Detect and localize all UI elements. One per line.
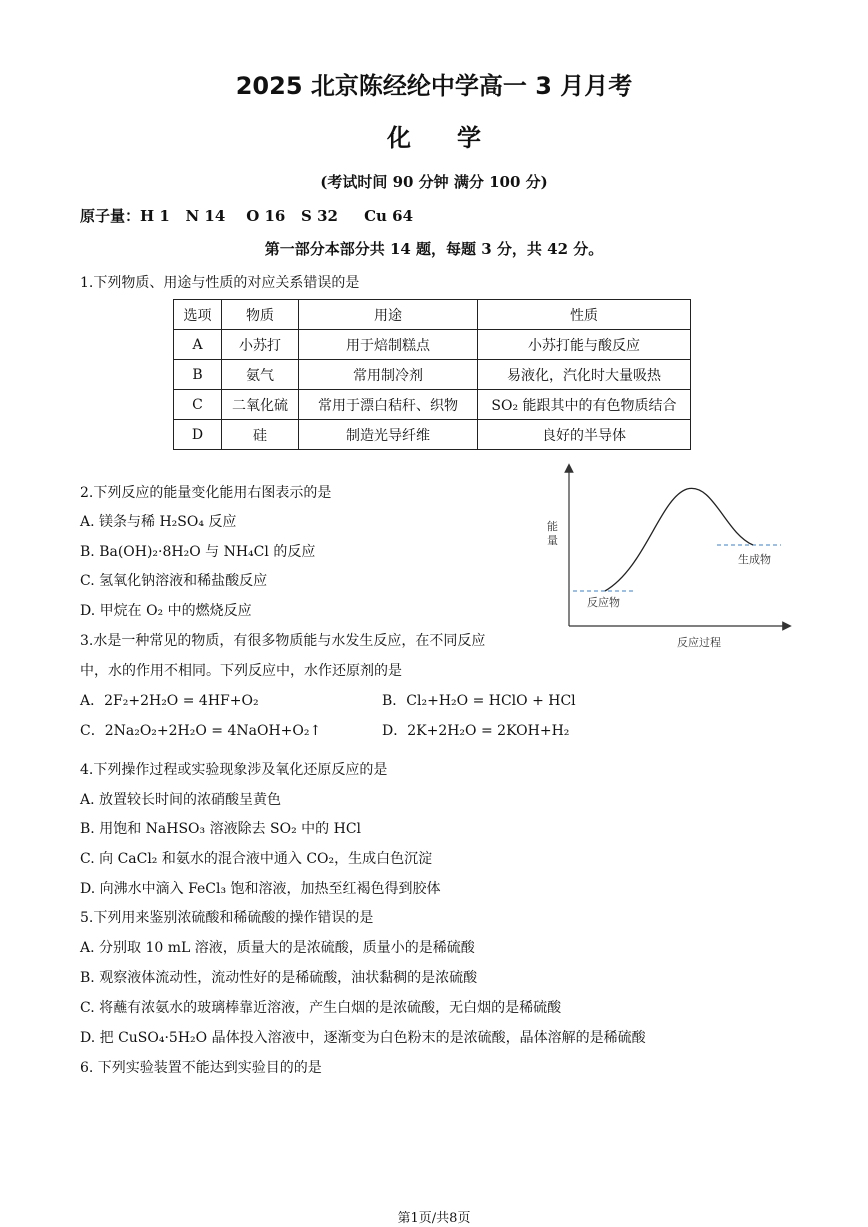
q2-option-b: B. Ba(OH)₂·8H₂O 与 NH₄Cl 的反应 <box>80 544 316 560</box>
table-cell: 小苏打 <box>222 330 299 360</box>
q4-option-a: A. 放置较长时间的浓硝酸呈黄色 <box>80 792 282 808</box>
table-header-cell: 选项 <box>174 300 222 330</box>
q5-stem: 5.下列用来鉴别浓硫酸和稀硫酸的操作错误的是 <box>80 910 374 926</box>
q2-stem: 2.下列反应的能量变化能用右图表示的是 <box>80 485 332 501</box>
q4-stem: 4.下列操作过程或实验现象涉及氧化还原反应的是 <box>80 762 388 778</box>
q3-stem-line-1: 3.水是一种常见的物质，有很多物质能与水发生反应，在不同反应 <box>80 633 486 649</box>
q3-option-d: D．2K+2H₂O = 2KOH+H₂ <box>382 723 570 739</box>
table-row <box>174 330 691 360</box>
q4-option-b: B. 用饱和 NaHSO₃ 溶液除去 SO₂ 中的 HCl <box>80 821 362 837</box>
page-number: 第1页/共8页 <box>397 1211 471 1226</box>
q3-option-b: B．Cl₂+H₂O = HClO + HCl <box>382 693 576 709</box>
table-cell: B <box>174 360 222 390</box>
q3-option-a: A．2F₂+2H₂O = 4HF+O₂ <box>80 693 259 709</box>
reactant-label: 反应物 <box>587 596 620 609</box>
q2-option-d: D. 甲烷在 O₂ 中的燃烧反应 <box>80 603 252 619</box>
table-cell: 常用制冷剂 <box>299 360 478 390</box>
table-row <box>174 390 691 420</box>
q2-option-a: A. 镁条与稀 H₂SO₄ 反应 <box>80 514 237 530</box>
table-cell: A <box>174 330 222 360</box>
y-axis-label-1: 能 <box>547 520 558 533</box>
energy-curve <box>605 488 753 591</box>
table-cell: 制造光导纤维 <box>299 420 478 450</box>
q5-option-d: D. 把 CuSO₄·5H₂O 晶体投入溶液中，逐渐变为白色粉末的是浓硫酸，晶体溶解的是稀硫酸 <box>80 1030 646 1046</box>
table-cell: 良好的半导体 <box>478 420 691 450</box>
table-header-row <box>174 300 691 330</box>
table-cell: D <box>174 420 222 450</box>
table-cell: 用于焙制糕点 <box>299 330 478 360</box>
q3-option-c: C．2Na₂O₂+2H₂O = 4NaOH+O₂↑ <box>80 723 322 739</box>
q5-option-c: C. 将蘸有浓氨水的玻璃棒靠近溶液，产生白烟的是浓硫酸，无白烟的是稀硫酸 <box>80 1000 562 1016</box>
table-header-cell: 物质 <box>222 300 299 330</box>
subject-title: 化学 <box>387 124 527 152</box>
y-axis-label-2: 量 <box>547 534 558 547</box>
q4-option-d: D. 向沸水中滴入 FeCl₃ 饱和溶液，加热至红褐色得到胶体 <box>80 881 441 897</box>
table-cell: 常用于漂白秸秆、织物 <box>299 390 478 420</box>
q1-stem: 1.下列物质、用途与性质的对应关系错误的是 <box>80 275 360 291</box>
atomic-mass-line: 原子量：H 1 N 14 O 16 S 32 Cu 64 <box>80 207 414 225</box>
q5-option-b: B. 观察液体流动性，流动性好的是稀硫酸，油状黏稠的是浓硫酸 <box>80 970 478 986</box>
exam-title: 2025 北京陈经纶中学高一 3 月月考 <box>235 72 633 100</box>
table-cell: C <box>174 390 222 420</box>
q3-stem-line-2: 中，水的作用不相同。下列反应中，水作还原剂的是 <box>80 663 402 679</box>
q1-table <box>173 299 691 450</box>
table-header-cell: 用途 <box>299 300 478 330</box>
table-cell: 易液化，汽化时大量吸热 <box>478 360 691 390</box>
q6-stem: 6. 下列实验装置不能达到实验目的的是 <box>80 1060 322 1076</box>
table-cell: 氨气 <box>222 360 299 390</box>
table-row <box>174 420 691 450</box>
table-header-cell: 性质 <box>478 300 691 330</box>
product-label: 生成物 <box>738 553 771 566</box>
table-cell: 二氧化硫 <box>222 390 299 420</box>
x-axis-label: 反应过程 <box>677 636 721 649</box>
q2-option-c: C. 氢氧化钠溶液和稀盐酸反应 <box>80 573 268 589</box>
table-cell: 小苏打能与酸反应 <box>478 330 691 360</box>
part-title: 第一部分本部分共 14 题，每题 3 分，共 42 分。 <box>264 240 604 258</box>
table-row <box>174 360 691 390</box>
table-cell: 硅 <box>222 420 299 450</box>
table-cell: SO₂ 能跟其中的有色物质结合 <box>478 390 691 420</box>
exam-info: (考试时间 90 分钟 满分 100 分) <box>320 173 548 191</box>
q4-option-c: C. 向 CaCl₂ 和氨水的混合液中通入 CO₂，生成白色沉淀 <box>80 851 433 867</box>
energy-diagram <box>535 458 795 653</box>
q5-option-a: A. 分别取 10 mL 溶液，质量大的是浓硫酸，质量小的是稀硫酸 <box>80 940 475 956</box>
